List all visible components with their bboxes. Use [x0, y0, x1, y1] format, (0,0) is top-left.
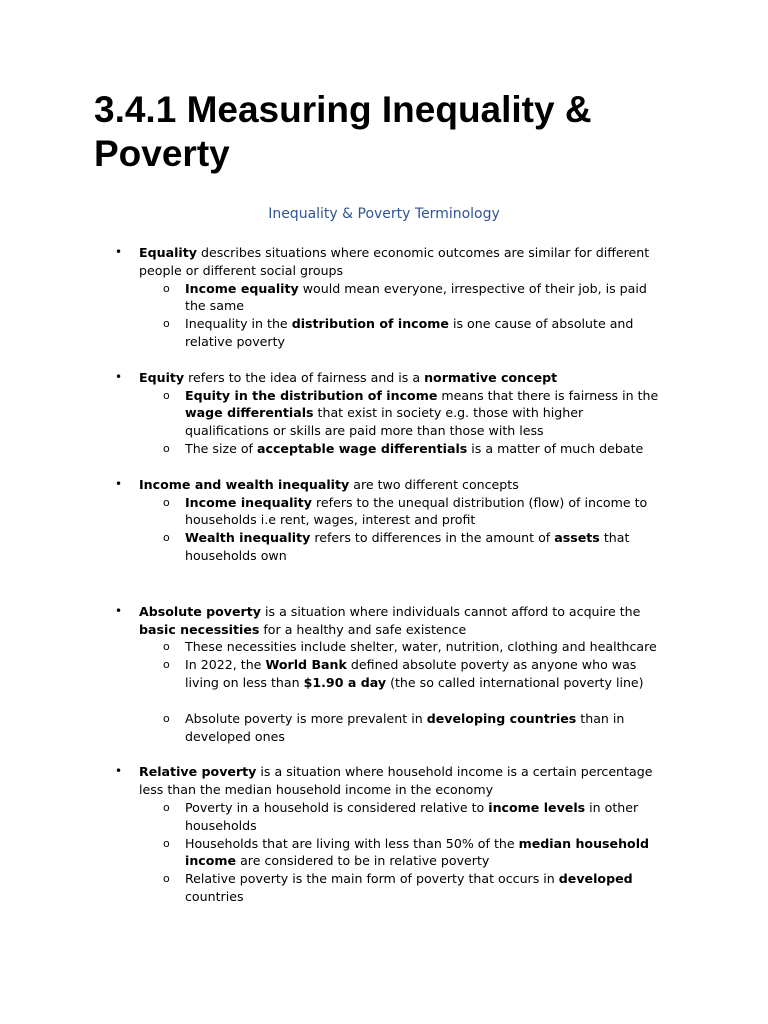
term-bold: assets: [554, 530, 600, 546]
sub-item: [139, 710, 669, 746]
term-bold: income levels: [488, 799, 586, 815]
term-bold: Income inequality: [185, 494, 312, 510]
term-bold: Equity in the distribution of income: [185, 387, 438, 403]
term-bold: developing countries: [426, 710, 577, 726]
sub-text: Poverty in a household is considered relative to: [185, 799, 489, 815]
definition-text: refers to the idea of fairness and is a: [184, 369, 425, 385]
sub-item: [139, 280, 669, 316]
bullet-icon: •: [115, 476, 123, 491]
definition-text: are two different concepts: [349, 476, 519, 492]
sub-text: means that there is fairness in the: [437, 387, 659, 403]
sub-bullet-icon: o: [163, 711, 170, 725]
sub-list: [139, 638, 669, 745]
sub-item: [139, 387, 669, 440]
sub-list: [139, 494, 669, 565]
terminology-list: [0, 244, 768, 906]
sub-text: would mean everyone, irrespective of their job, is paid the same: [185, 280, 647, 314]
sub-text: The size of: [185, 440, 257, 456]
list-item-relative-poverty: [0, 763, 669, 905]
sub-bullet-icon: o: [163, 836, 170, 850]
term-income-wealth: Income and wealth inequality: [139, 476, 350, 492]
sub-text: Households that are living with less than 50% of the: [185, 835, 519, 851]
term-equality: Equality: [139, 245, 197, 260]
term-bold: World Bank: [265, 657, 347, 673]
sub-item: [139, 440, 669, 458]
sub-text: that households own: [185, 530, 630, 563]
sub-text: in other households: [185, 799, 639, 833]
term-bold: Income equality: [185, 280, 299, 296]
sub-text: countries: [185, 888, 244, 904]
term-bold: median household income: [185, 835, 650, 869]
term-equity: Equity: [139, 369, 185, 385]
bullet-icon: •: [115, 603, 123, 618]
list-item-absolute-poverty: [0, 603, 669, 746]
definition-text: is a situation where household income is a certain percentage less than the median household income in the economy: [139, 764, 653, 798]
list-item-equality: [0, 244, 669, 351]
sub-text: Inequality in the: [185, 316, 292, 332]
sub-text: (the so called international poverty line): [386, 674, 644, 690]
sub-text: is one cause of absolute and relative poverty: [185, 316, 634, 349]
sub-text: In 2022, the: [185, 657, 266, 673]
list-item-equity: [0, 369, 669, 458]
sub-list: [139, 387, 669, 458]
definition-text: for a healthy and safe existence: [259, 621, 467, 637]
sub-text: Relative poverty is the main form of poverty that occurs in: [185, 871, 559, 887]
bullet-icon: •: [115, 764, 123, 779]
list-item-income-wealth: [0, 476, 669, 565]
sub-bullet-icon: o: [163, 531, 170, 545]
sub-bullet-icon: o: [163, 495, 170, 509]
term-bold: wage differentials: [185, 405, 314, 421]
sub-bullet-icon: o: [163, 872, 170, 886]
term-relative-poverty: Relative poverty: [139, 764, 257, 780]
term-bold: distribution of income: [291, 316, 449, 332]
sub-list: [139, 799, 669, 906]
definition-text: is a situation where individuals cannot afford to acquire the: [261, 603, 641, 619]
sub-text: refers to differences in the amount of: [310, 530, 555, 546]
definition-text: describes situations where economic outcomes are similar for different people or different social groups: [139, 245, 650, 278]
sub-text: These necessities include shelter, water, nutrition, clothing and healthcare: [185, 639, 657, 655]
sub-text: Absolute poverty is more prevalent in: [185, 710, 427, 726]
term-bold: $1.90 a day: [303, 674, 387, 690]
sub-bullet-icon: o: [163, 800, 170, 814]
sub-text: refers to the unequal distribution (flow) of income to households i.e rent, wages, interest and profit: [185, 494, 648, 528]
sub-bullet-icon: o: [163, 640, 170, 654]
sub-item: [139, 315, 669, 351]
sub-bullet-icon: o: [163, 441, 170, 455]
sub-text: are considered to be in relative poverty: [236, 853, 490, 869]
term-bold: normative concept: [424, 369, 558, 385]
sub-text: that exist in society e.g. those with higher qualifications or skills are paid more than those with less: [185, 405, 584, 439]
section-subtitle: Inequality & Poverty Terminology: [268, 206, 500, 222]
sub-item: [139, 529, 669, 565]
sub-item: [139, 835, 669, 871]
sub-list: [139, 280, 669, 351]
sub-text: is a matter of much debate: [467, 440, 644, 456]
sub-item: [139, 494, 669, 530]
bullet-icon: •: [115, 369, 123, 384]
sub-item: [139, 870, 669, 906]
sub-bullet-icon: o: [163, 281, 170, 295]
sub-text: than in developed ones: [185, 710, 625, 744]
sub-item: [139, 656, 669, 692]
sub-bullet-icon: o: [163, 317, 170, 331]
term-bold: Wealth inequality: [185, 530, 311, 546]
page-title: 3.4.1 Measuring Inequality & Poverty: [94, 89, 592, 174]
term-bold: basic necessities: [139, 621, 260, 637]
sub-bullet-icon: o: [163, 658, 170, 672]
term-absolute-poverty: Absolute poverty: [139, 603, 261, 619]
sub-item: [139, 799, 669, 835]
sub-item: [139, 638, 669, 656]
bullet-icon: •: [115, 245, 123, 259]
term-bold: acceptable wage differentials: [257, 440, 468, 456]
sub-text: defined absolute poverty as anyone who was living on less than: [185, 657, 637, 690]
sub-bullet-icon: o: [163, 388, 170, 402]
term-bold: developed: [558, 871, 633, 887]
